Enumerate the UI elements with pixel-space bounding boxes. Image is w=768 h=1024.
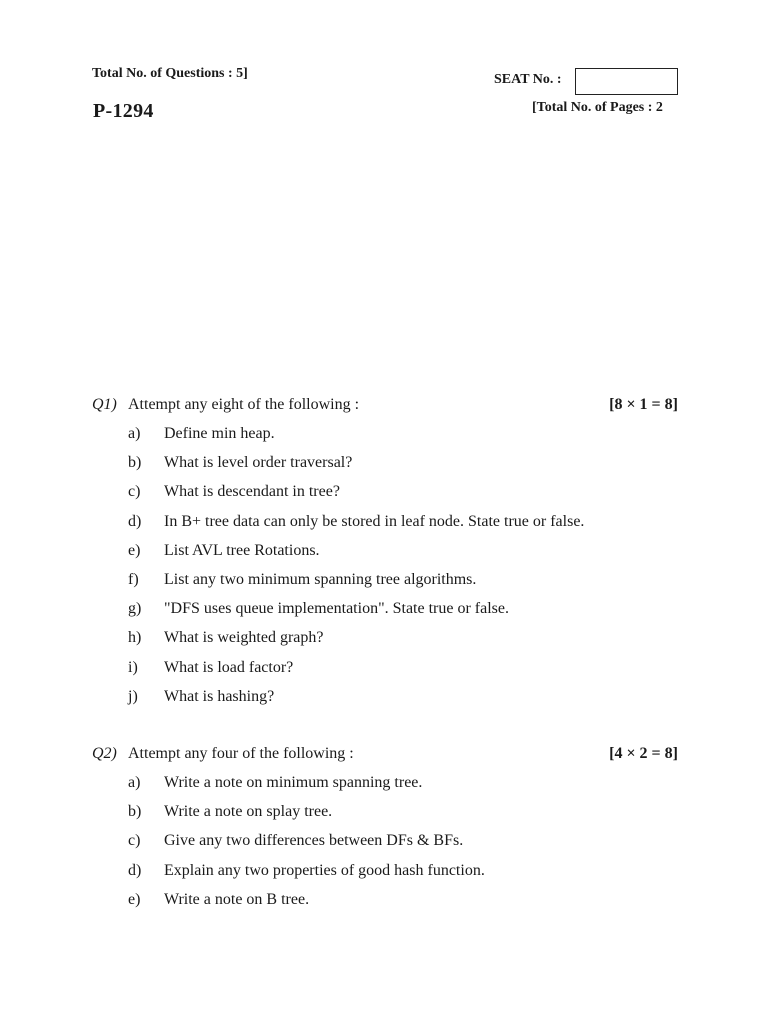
question-marks: [4 × 2 = 8]	[609, 745, 678, 762]
sub-question-text: List any two minimum spanning tree algorithms.	[164, 570, 477, 588]
sub-question-text: Write a note on splay tree.	[164, 803, 333, 821]
sub-question-letter: j)	[128, 687, 138, 705]
seat-number-label: SEAT No. :	[494, 72, 562, 87]
question-instruction: Attempt any eight of the following :	[128, 396, 360, 413]
question-instruction: Attempt any four of the following :	[128, 745, 354, 762]
sub-question-text: "DFS uses queue implementation". State true or false.	[164, 600, 509, 618]
question-1-heading	[92, 396, 678, 416]
question-1	[92, 396, 678, 717]
sub-question-letter: b)	[128, 803, 142, 821]
sub-question-letter: d)	[128, 512, 142, 530]
sub-question	[92, 483, 678, 512]
sub-question	[92, 629, 678, 658]
sub-question-letter: h)	[128, 629, 142, 647]
sub-question-letter: c)	[128, 832, 141, 850]
sub-question-letter: d)	[128, 861, 142, 879]
sub-question-text: What is load factor?	[164, 658, 294, 676]
question-number: Q1)	[92, 396, 117, 413]
sub-question-letter: a)	[128, 425, 141, 442]
sub-question-text: Explain any two properties of good hash function.	[164, 861, 485, 879]
sub-question	[92, 688, 678, 717]
sub-question	[92, 765, 678, 803]
sub-question	[92, 416, 678, 454]
sub-question	[92, 454, 678, 483]
paper-code: P-1294	[93, 100, 154, 122]
sub-question-text: What is level order traversal?	[164, 454, 353, 472]
question-2-subquestions	[92, 765, 678, 920]
total-pages: [Total No. of Pages : 2	[532, 100, 663, 115]
sub-question	[92, 513, 678, 542]
question-2	[92, 745, 678, 920]
sub-question	[92, 571, 678, 600]
sub-question-text: List AVL tree Rotations.	[164, 541, 320, 559]
sub-question	[92, 542, 678, 571]
sub-question	[92, 600, 678, 629]
sub-question-text: Give any two differences between DFs & BFs.	[164, 832, 464, 850]
sub-question	[92, 832, 678, 861]
question-marks: [8 × 1 = 8]	[609, 396, 678, 413]
seat-number-box[interactable]	[575, 68, 678, 95]
sub-question-letter: e)	[128, 890, 141, 908]
sub-question-letter: c)	[128, 483, 141, 501]
sub-question-letter: a)	[128, 774, 141, 791]
question-2-heading	[92, 745, 678, 765]
total-questions: Total No. of Questions : 5]	[92, 66, 248, 81]
question-1-subquestions	[92, 416, 678, 717]
sub-question-letter: b)	[128, 454, 142, 472]
sub-question-text: What is weighted graph?	[164, 629, 324, 647]
sub-question-text: What is hashing?	[164, 687, 275, 705]
question-number: Q2)	[92, 745, 117, 762]
sub-question	[92, 659, 678, 688]
sub-question-text: Write a note on B tree.	[164, 890, 310, 908]
sub-question	[92, 803, 678, 832]
sub-question-text: Define min heap.	[164, 425, 275, 442]
sub-question	[92, 862, 678, 891]
sub-question-letter: i)	[128, 658, 138, 676]
sub-question-letter: f)	[128, 570, 139, 588]
sub-question-text: In B+ tree data can only be stored in leaf node. State true or false.	[164, 512, 585, 530]
sub-question-text: What is descendant in tree?	[164, 483, 340, 501]
sub-question	[92, 891, 678, 920]
sub-question-text: Write a note on minimum spanning tree.	[164, 774, 423, 791]
sub-question-letter: e)	[128, 541, 141, 559]
sub-question-letter: g)	[128, 600, 142, 618]
